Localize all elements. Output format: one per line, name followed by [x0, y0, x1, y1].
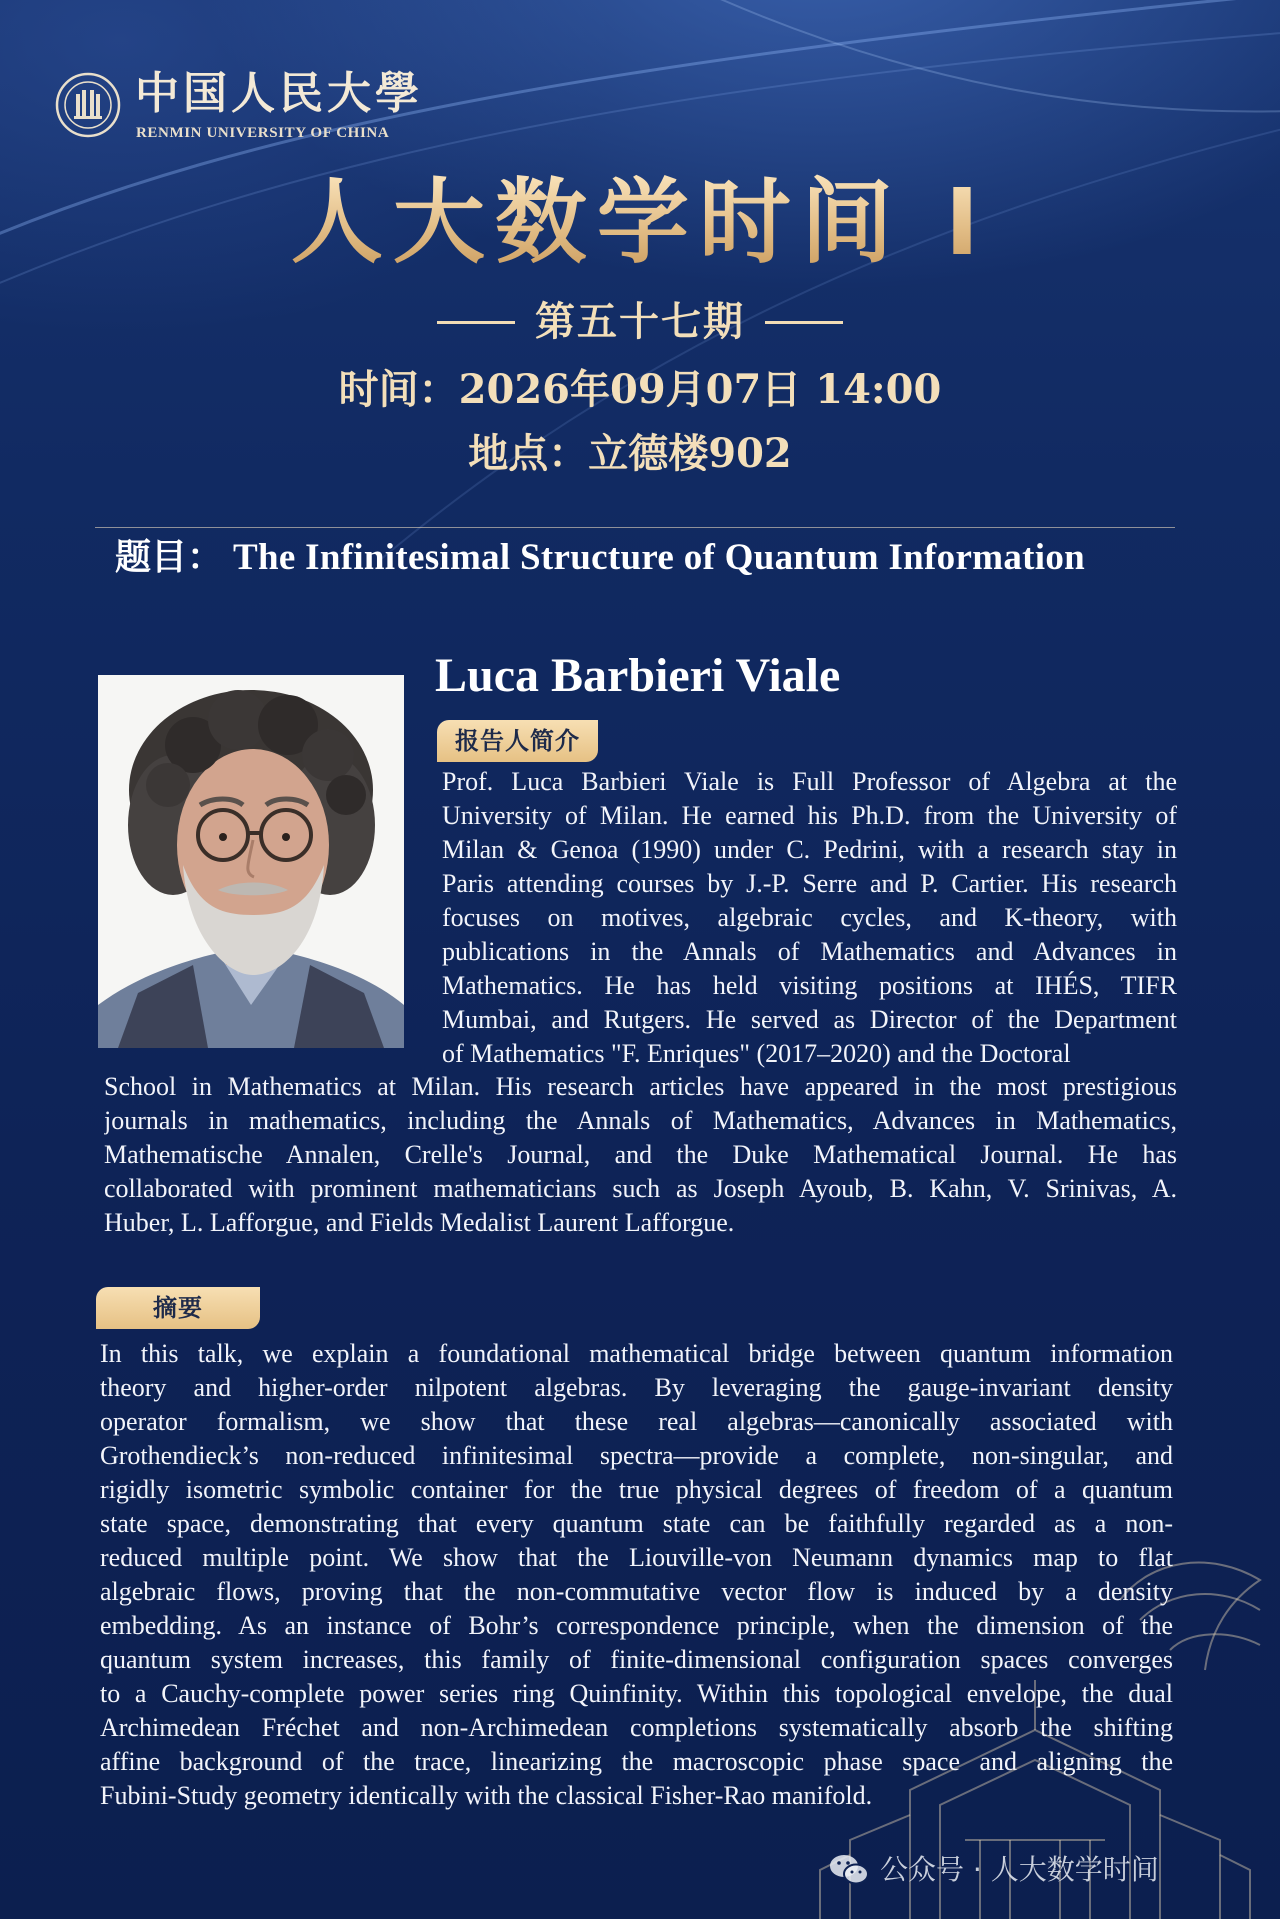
bio-line: Huber, L. Lafforgue, and Fields Medalist Laurent Lafforgue.	[104, 1208, 735, 1237]
issue-row	[0, 297, 1280, 347]
bio-line: Milan & Genoa (1990) under C. Pedrini, with a research stay in	[442, 835, 1177, 864]
abstract-line: In this talk, we explain a foundational mathematical bridge between quantum information	[100, 1339, 1173, 1368]
speaker-photo	[98, 675, 404, 1048]
university-name-cn: 中国人民大學	[135, 68, 423, 119]
bio-line: Mathematische Annalen, Crelle's Journal, and the Duke Mathematical Journal. He has	[104, 1140, 1177, 1169]
abstract-text	[100, 1337, 1173, 1813]
abstract-line: reduced multiple point. We show that the Liouville-von Neumann dynamics map to flat	[100, 1543, 1173, 1572]
bio-tag: 报告人简介	[437, 720, 598, 762]
abstract-line: rigidly isometric symbolic container for the true physical degrees of freedom of a quantum	[100, 1475, 1173, 1504]
bio-line: collaborated with prominent mathematicians such as Joseph Ayoub, B. Kahn, V. Srinivas, A.	[104, 1174, 1177, 1203]
watermark-text: 公众号 · 人大数学时间	[880, 1853, 1159, 1886]
title-divider	[95, 527, 1175, 528]
event-place: 地点：立德楼902	[468, 430, 792, 477]
abstract-line: quantum system increases, this family of finite-dimensional configuration spaces converges	[100, 1645, 1173, 1674]
bio-line: publications in the Annals of Mathematics and Advances in	[442, 937, 1177, 966]
main-title: 人大数学时间 I	[0, 168, 1280, 278]
bio-line: focuses on motives, algebraic cycles, and K-theory, with	[442, 903, 1177, 932]
talk-title-text: The Infinitesimal Structure of Quantum Information	[233, 537, 1085, 578]
speaker-name: Luca Barbieri Viale	[435, 649, 841, 702]
bio-line: Prof. Luca Barbieri Viale is Full Professor of Algebra at the	[442, 767, 1177, 796]
abstract-line: affine background of the trace, linearizing the macroscopic phase space and aligning the	[100, 1747, 1173, 1776]
university-seal-icon	[55, 72, 121, 138]
abstract-line: theory and higher-order nilpotent algebras. By leveraging the gauge-invariant density	[100, 1373, 1173, 1402]
bio-line: Mathematics. He has held visiting positions at IHÉS, TIFR	[442, 971, 1177, 1000]
speaker-bio-side	[442, 765, 1177, 1071]
issue-right-line	[765, 321, 843, 324]
abstract-line: algebraic flows, proving that the non-commutative vector flow is induced by a density	[100, 1577, 1173, 1606]
talk-title-label: 题目：	[115, 537, 224, 578]
abstract-line: Archimedean Fréchet and non-Archimedean completions systematically absorb the shifting	[100, 1713, 1173, 1742]
speaker-portrait-image	[98, 675, 404, 1048]
abstract-line: to a Cauchy-complete power series ring Quinfinity. Within this topological envelope, the dual	[100, 1679, 1173, 1708]
wechat-watermark	[828, 1850, 1159, 1890]
speaker-bio-full	[104, 1070, 1177, 1240]
abstract-line: Fubini-Study geometry identically with the classical Fisher-Rao manifold.	[100, 1781, 873, 1810]
bio-line: Paris attending courses by J.-P. Serre and P. Cartier. His research	[442, 869, 1177, 898]
abstract-line: state space, demonstrating that every quantum state can be faithfully regarded as a non-	[100, 1509, 1173, 1538]
issue-number: 第五十七期	[535, 298, 745, 345]
event-time: 时间：2026年09月07日 14:00	[338, 366, 942, 413]
bio-line: of Mathematics "F. Enriques" (2017–2020) and the Doctoral	[442, 1039, 1071, 1068]
issue-left-line	[437, 321, 515, 324]
abstract-line: operator formalism, we show that these real algebras—canonically associated with	[100, 1407, 1173, 1436]
bio-line: School in Mathematics at Milan. His research articles have appeared in the most prestigious	[104, 1072, 1177, 1101]
abstract-line: Grothendieck’s non-reduced infinitesimal spectra—provide a complete, non-singular, and	[100, 1441, 1173, 1470]
bio-line: University of Milan. He earned his Ph.D. from the University of	[442, 801, 1177, 830]
bio-line: journals in mathematics, including the Annals of Mathematics, Advances in Mathematics,	[104, 1106, 1177, 1135]
bio-line: Mumbai, and Rutgers. He served as Director of the Department	[442, 1005, 1177, 1034]
university-name-en: RENMIN UNIVERSITY OF CHINA	[136, 125, 390, 141]
abstract-line: embedding. As an instance of Bohr’s correspondence principle, when the dimension of the	[100, 1611, 1173, 1640]
abstract-tag: 摘要	[96, 1287, 260, 1329]
wechat-icon	[828, 1852, 870, 1888]
talk-title	[115, 534, 1215, 582]
